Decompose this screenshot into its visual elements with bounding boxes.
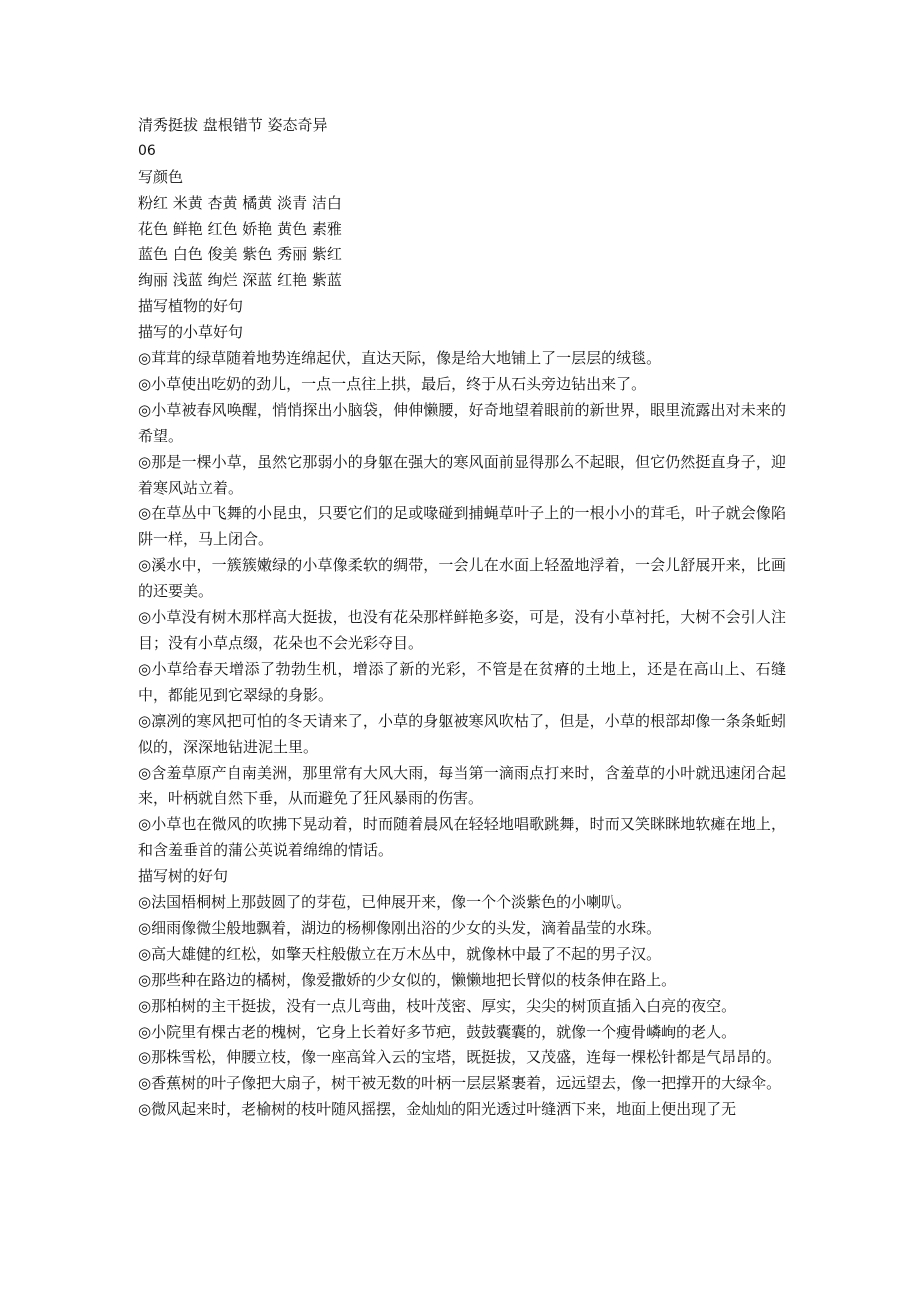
grass-sentence: ◎那是一棵小草，虽然它那弱小的身躯在强大的寒风面前显得那么不起眼，但它仍然挺直身子，迎着寒风站立着。	[138, 452, 786, 497]
grass-sentence: ◎小草使出吃奶的劲儿，一点一点往上拱，最后，终于从石头旁边钻出来了。	[138, 374, 647, 393]
grass-sentence: ◎含羞草原产自南美洲，那里常有大风大雨，每当第一滴雨点打来时，含羞草的小叶就迅速闭合起来，叶柄就自然下垂，从而避免了狂风暴雨的伤害。	[138, 763, 786, 808]
tree-sentence: ◎高大雄健的红松，如擎天柱般傲立在万木丛中，就像林中最了不起的男子汉。	[138, 944, 662, 963]
section-heading: 写颜色	[138, 167, 184, 186]
color-words-line: 粉红 米黄 杏黄 橘黄 淡青 洁白	[138, 193, 342, 212]
grass-sentence: ◎凛冽的寒风把可怕的冬天请来了，小草的身躯被寒风吹枯了，但是，小草的根部却像一条条蚯蚓似的，深深地钻进泥土里。	[138, 711, 786, 756]
tree-sentence: ◎法国梧桐树上那鼓圆了的芽苞，已伸展开来，像一个个淡紫色的小喇叭。	[138, 893, 632, 912]
grass-sentence: ◎小草也在微风的吹拂下晃动着，时而随着晨风在轻轻地唱歌跳舞，时而又笑眯眯地软瘫在地上，和含羞垂首的蒲公英说着绵绵的情话。	[138, 815, 786, 860]
subsection-heading: 描写树的好句	[138, 867, 229, 886]
section-number: 06	[138, 142, 156, 159]
grass-sentence: ◎溪水中，一簇簇嫩绿的小草像柔软的绸带，一会儿在水面上轻盈地浮着，一会儿舒展开来，比画的还要美。	[138, 556, 786, 601]
document-body	[138, 113, 786, 1123]
grass-sentence: ◎小草被春风唤醒，悄悄探出小脑袋，伸伸懒腰，好奇地望着眼前的新世界，眼里流露出对未来的希望。	[138, 400, 786, 445]
text-line: 清秀挺拔 盘根错节 姿态奇异	[138, 116, 328, 134]
color-words-line: 蓝色 白色 俊美 紫色 秀丽 紫红	[138, 245, 342, 264]
grass-sentence: ◎小草没有树木那样高大挺拔，也没有花朵那样鲜艳多姿，可是，没有小草衬托，大树不会引人注目；没有小草点缀，花朵也不会光彩夺目。	[138, 608, 786, 652]
tree-sentence: ◎微风起来时，老榆树的枝叶随风摇摆，金灿灿的阳光透过叶缝洒下来，地面上便出现了无	[138, 1100, 737, 1119]
color-words-line: 花色 鲜艳 红色 娇艳 黄色 素雅	[138, 219, 342, 238]
tree-sentence: ◎小院里有棵古老的槐树，它身上长着好多节疤，鼓鼓囊囊的，就像一个瘦骨嶙峋的老人。	[138, 1022, 737, 1041]
grass-sentence: ◎在草丛中飞舞的小昆虫，只要它们的足或喙碰到捕蝇草叶子上的一根小小的茸毛，叶子就会像陷阱一样，马上闭合。	[138, 504, 786, 549]
grass-sentence: ◎小草给春天增添了勃勃生机，增添了新的光彩，不管是在贫瘠的土地上，还是在高山上、石缝中，都能见到它翠绿的身影。	[138, 659, 786, 704]
tree-sentence: ◎那些种在路边的橘树，像爱撒娇的少女似的，懒懒地把长臂似的枝条伸在路上。	[138, 970, 677, 989]
grass-sentence: ◎茸茸的绿草随着地势连绵起伏，直达天际，像是给大地铺上了一层层的绒毯。	[138, 349, 662, 368]
subsection-heading: 描写的小草好句	[138, 323, 244, 342]
section-heading: 描写植物的好句	[138, 297, 244, 316]
tree-sentence: ◎那株雪松，伸腰立枝，像一座高耸入云的宝塔，既挺拔，又茂盛，连每一棵松针都是气昂昂的。	[138, 1048, 782, 1067]
tree-sentence: ◎细雨像微尘般地飘着，湖边的杨柳像刚出浴的少女的头发，滴着晶莹的水珠。	[138, 918, 662, 937]
tree-sentence: ◎香蕉树的叶子像把大扇子，树干被无数的叶柄一层层紧裹着，远远望去，像一把撑开的大绿伞。	[138, 1074, 782, 1093]
color-words-line: 绚丽 浅蓝 绚烂 深蓝 红艳 紫蓝	[138, 271, 342, 290]
tree-sentence: ◎那柏树的主干挺拔，没有一点儿弯曲，枝叶茂密、厚实，尖尖的树顶直插入白亮的夜空。	[138, 996, 737, 1015]
